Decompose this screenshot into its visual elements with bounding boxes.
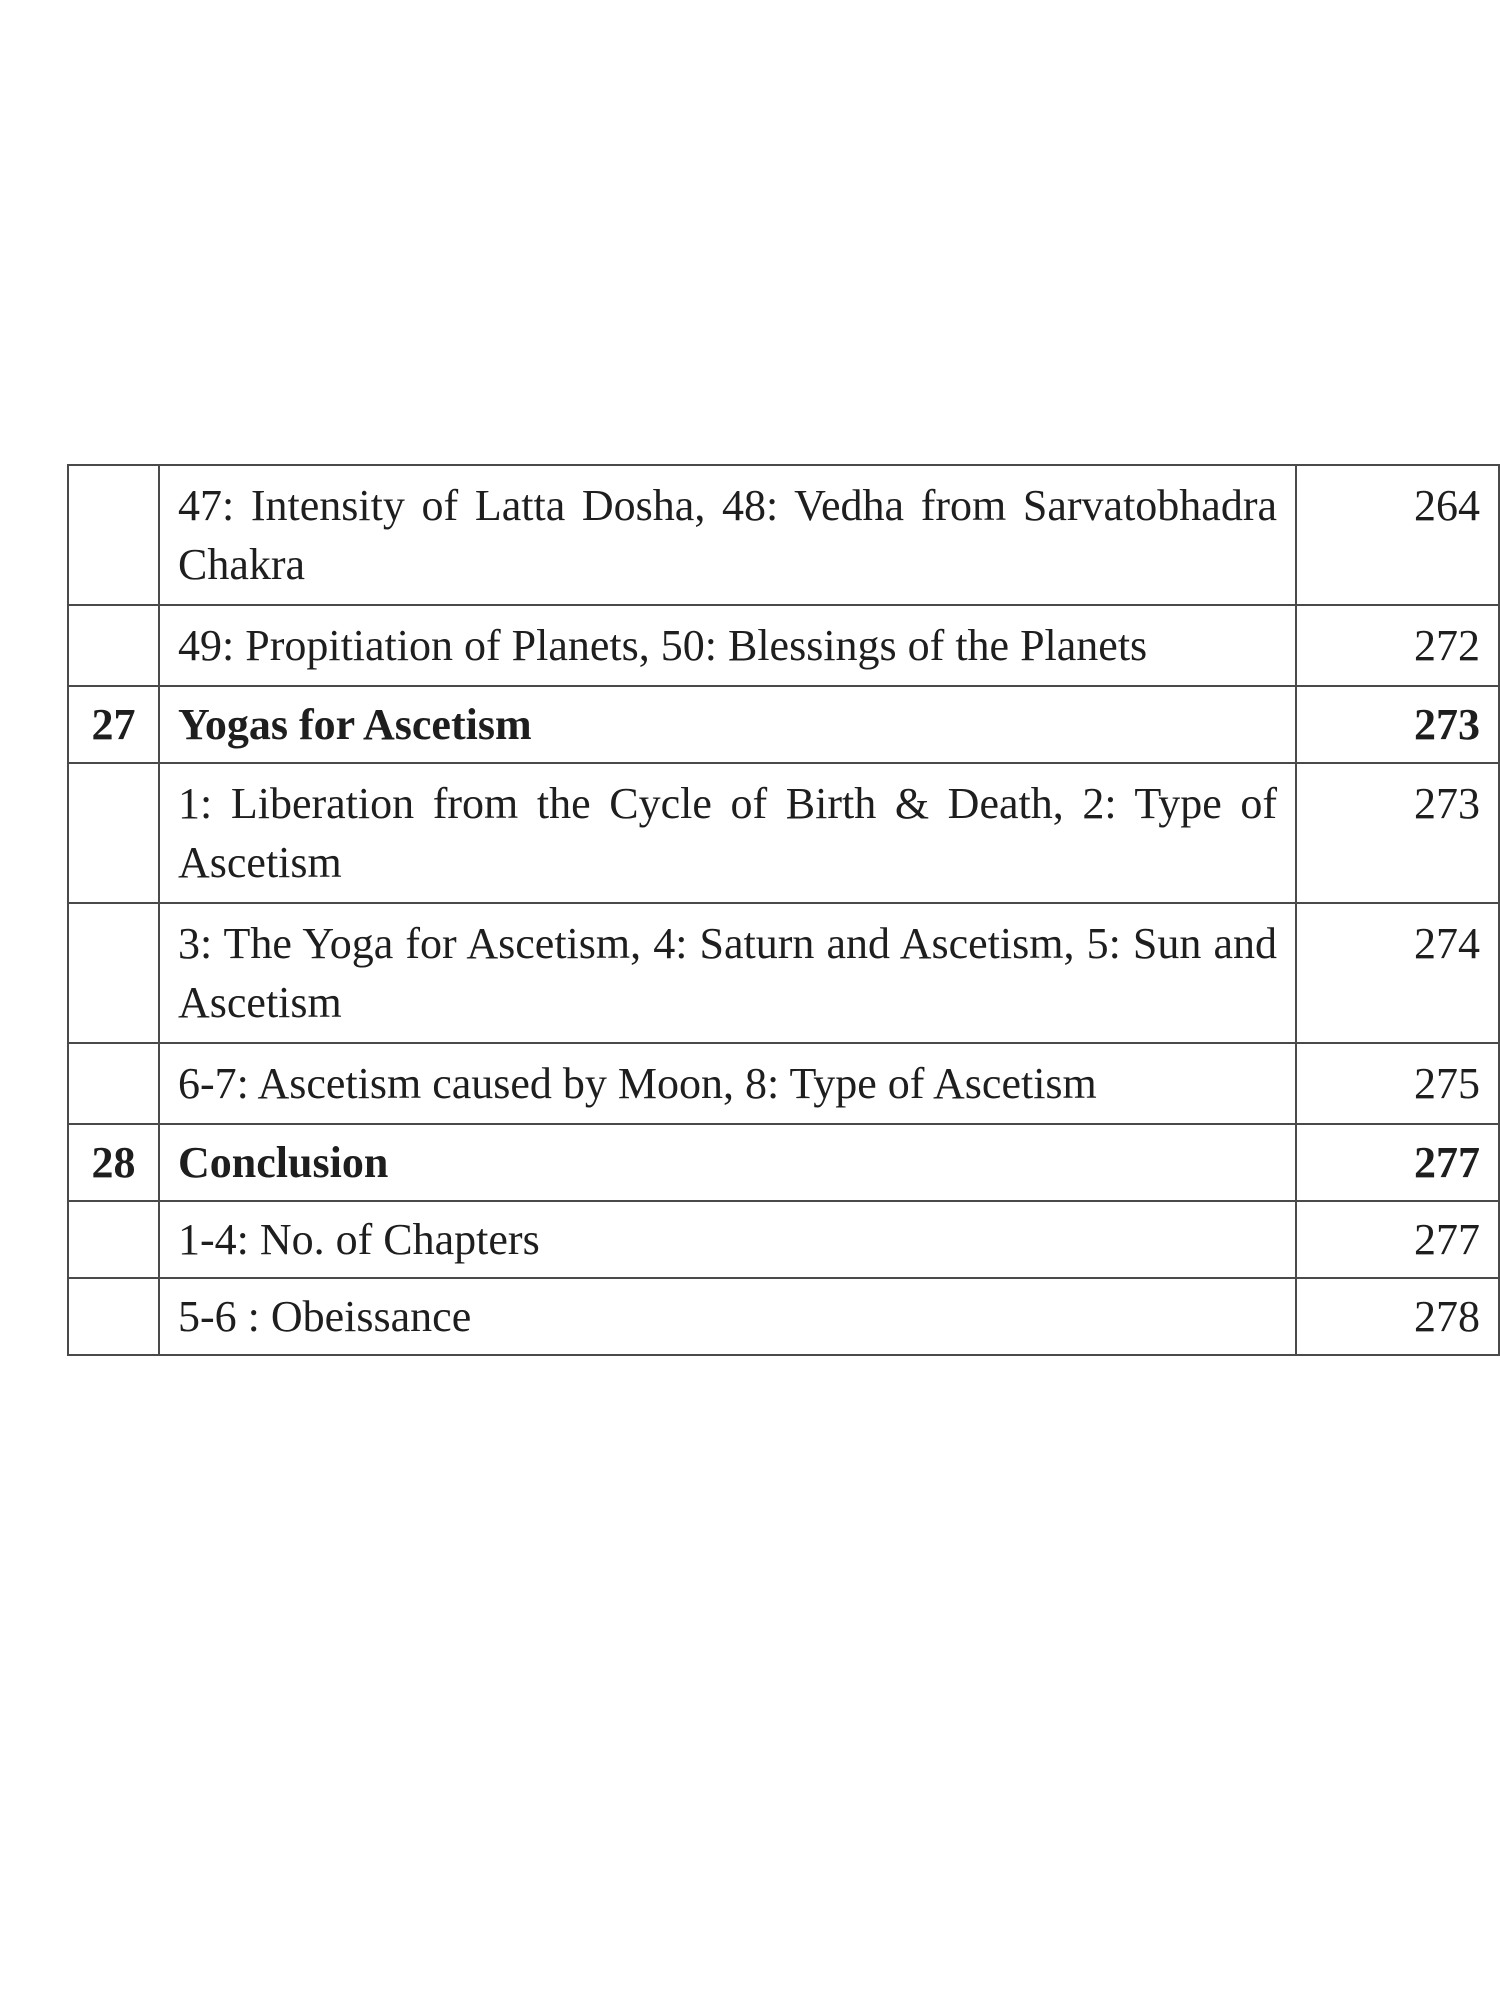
page-number: 272 xyxy=(1296,605,1499,686)
page-number: 277 xyxy=(1296,1201,1499,1278)
toc-row xyxy=(68,465,1499,605)
toc-row xyxy=(68,1201,1499,1278)
chapter-title: Yogas for Ascetism xyxy=(159,686,1296,763)
chapter-number: 27 xyxy=(68,686,159,763)
page-number: 264 xyxy=(1296,465,1499,605)
chapter-number xyxy=(68,903,159,1043)
chapter-number xyxy=(68,465,159,605)
section-title: 47: Intensity of Latta Dosha, 48: Vedha from Sarvatobhadra Chakra xyxy=(159,465,1296,605)
chapter-number xyxy=(68,1043,159,1124)
chapter-title: Conclusion xyxy=(159,1124,1296,1201)
toc-row xyxy=(68,1278,1499,1355)
chapter-number xyxy=(68,1201,159,1278)
page-number: 273 xyxy=(1296,686,1499,763)
chapter-number xyxy=(68,605,159,686)
toc-row xyxy=(68,605,1499,686)
page-number: 278 xyxy=(1296,1278,1499,1355)
toc-row xyxy=(68,1043,1499,1124)
chapter-number xyxy=(68,763,159,903)
toc-row xyxy=(68,903,1499,1043)
page-number: 274 xyxy=(1296,903,1499,1043)
section-title: 5-6 : Obeissance xyxy=(159,1278,1296,1355)
contents-table xyxy=(67,464,1500,1356)
page-number: 275 xyxy=(1296,1043,1499,1124)
section-title: 1: Liberation from the Cycle of Birth & Death, 2: Type of Ascetism xyxy=(159,763,1296,903)
section-title: 6-7: Ascetism caused by Moon, 8: Type of Ascetism xyxy=(159,1043,1296,1124)
section-title: 1-4: No. of Chapters xyxy=(159,1201,1296,1278)
section-title: 49: Propitiation of Planets, 50: Blessings of the Planets xyxy=(159,605,1296,686)
section-title: 3: The Yoga for Ascetism, 4: Saturn and Ascetism, 5: Sun and Ascetism xyxy=(159,903,1296,1043)
chapter-number xyxy=(68,1278,159,1355)
page-number: 273 xyxy=(1296,763,1499,903)
chapter-row xyxy=(68,1124,1499,1201)
toc-row xyxy=(68,763,1499,903)
chapter-number: 28 xyxy=(68,1124,159,1201)
chapter-row xyxy=(68,686,1499,763)
page-number: 277 xyxy=(1296,1124,1499,1201)
